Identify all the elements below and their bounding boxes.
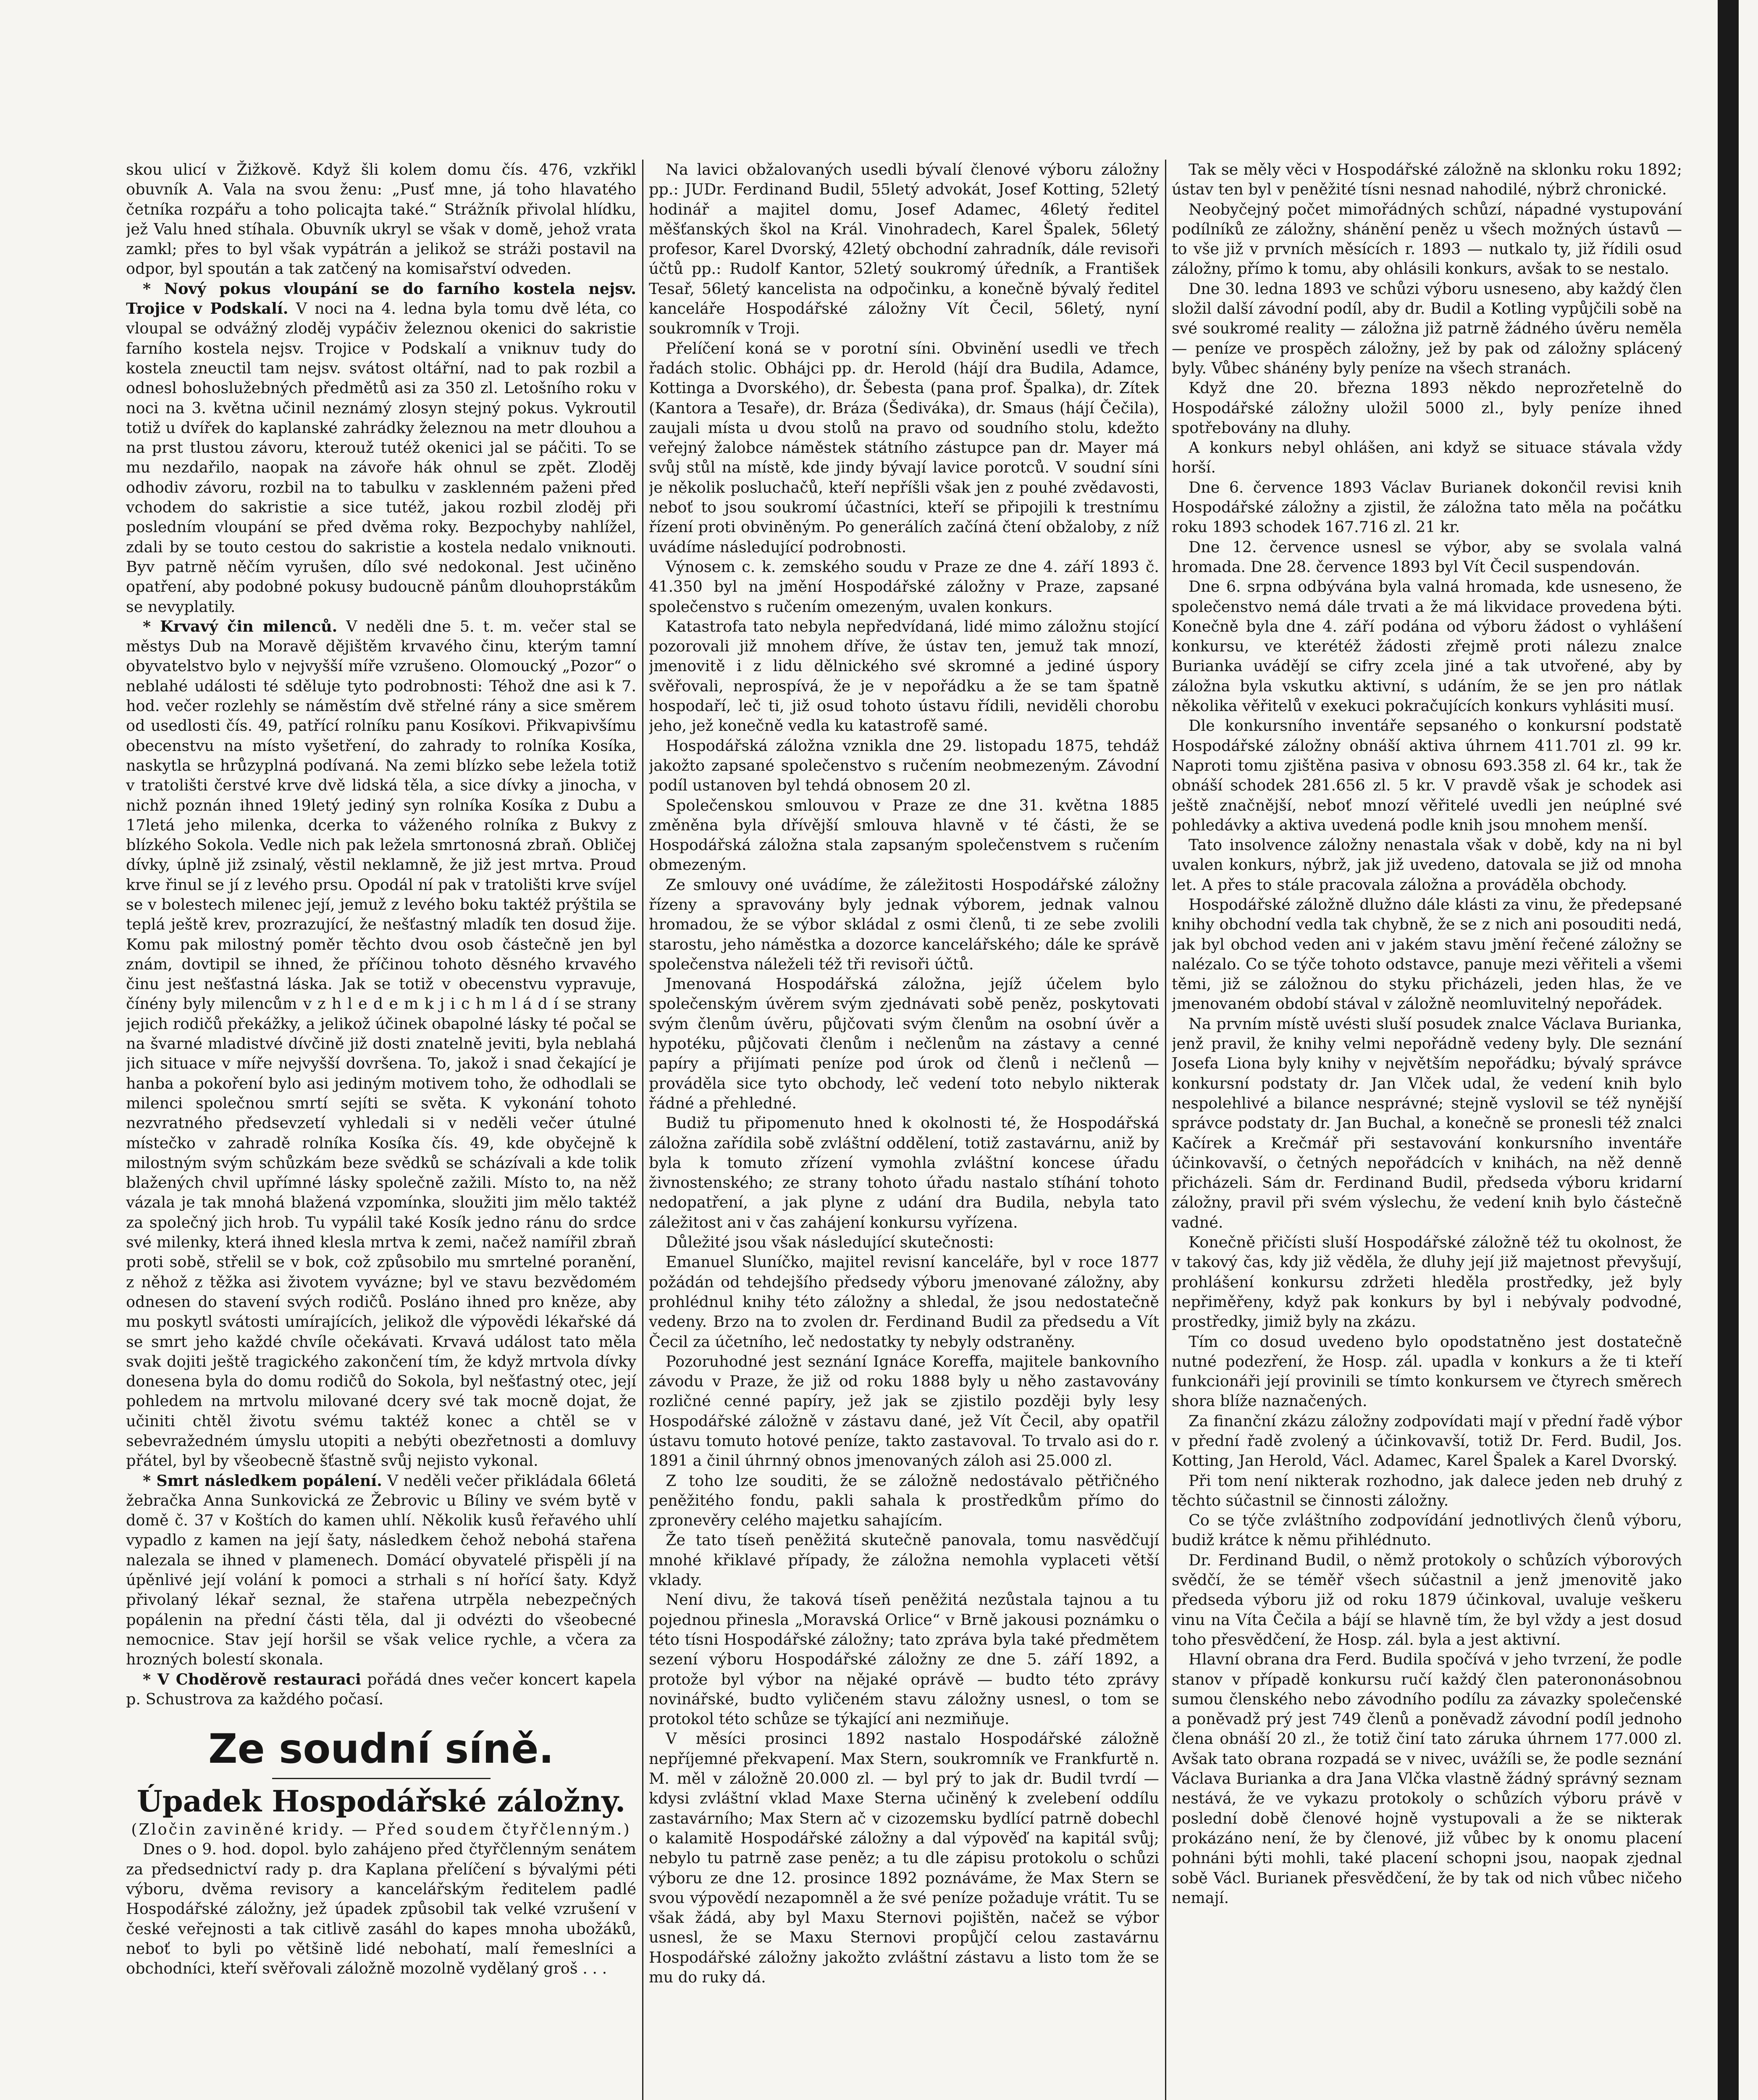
paragraph: Tím co dosud uvedeno bylo opodstatněno jest dostatečně nutné podezření, že Hosp. zál. upadla v konkurs a že ti kteří funkcionáři její provinili se tímto konkursem ve čtyrech směrech shora blíže naznačených.: [1172, 1332, 1682, 1410]
paragraph: Co se týče zvláštního zodpovídání jednotlivých členů výboru, budiž krátce k němu přihlédnuto.: [1172, 1511, 1682, 1549]
section-title: Ze soudní síně.: [208, 1725, 554, 1773]
paragraph: Když dne 20. března 1893 někdo neprozřetelně do Hospodářské záložny uložil 5000 zl., byly peníze ihned spotřebovány na dluhy.: [1172, 379, 1682, 437]
news-body: V noci na 4. ledna byla tomu dvě léta, co vloupal se odvážný zloděj vypáčiv železnou okenici do sakristie farního kostela nejsv. Trojice v Podskalí a vniknuv tudy do kostela zneuctil tam nejsv. svátost oltářní, nad to pak rozbil a odnesl bohoslužebných předmětů asi za 350 zl. Letošního roku v noci na 3. května učinil neznámý zlosyn stejný pokus. Vykroutil totiž u dvířek do kaplanské zahrádky železnou na metr dlouhou a na prst tlustou závoru, kterouž tutéž okenici jal se páčiti. To se mu nezdařilo, naopak na závoře hák ohnul se zpět. Zloděj odhodiv závoru, rozbil na to tabulku v zasklenném paženi před vchodem do sakristie a sice tutéž, jakou rozbil zloděj při posledním vloupání se před dvěma roky. Bezpochyby nahlížel, zdali by se touto cestou do sakristie a kostela nedalo vniknouti. Byv patrně něčím vyrušen, dílo své nedokonal. Jest učiněno opatření, aby podobné pokusy budoucně pánům dlouhoprstákům se nevyplatily.: [126, 299, 636, 616]
article-subtitle: (Zločin zaviněné kridy. — Před soudem čtyřčlenným.): [131, 1820, 631, 1839]
paragraph: V měsíci prosinci 1892 nastalo Hospodářské záložně nepříjemné překvapení. Max Stern, soukromník ve Frankfurtě n. M. měl v záložně 20.000 zl. — byl prý to jak dr. Budil tvrdí — kdysi zvláštní vklad Maxe Sterna učiněný k zvelebení oddílu zastavárního; Max Stern ač v cizozemsku bydlící patrně dobechl o kalamitě Hospodářské záložny a dal výpověď na kapitál svůj; nebylo tu patrně zase peněz; a tu dle zápisu protokolu o schůzi výboru ze dne 12. prosince 1892 poznáváme, že Max Stern se svou výpovědí nezapomněl a že své peníze požaduje vrátit. Tu se však žádá, aby byl Maxu Sternovi pojištěn, načež se výbor usnesl, že se Maxu Sternovi propůjčí celou zastavárnu Hospodářské záložny jakožto zvláštní zástavu a listo tom že se mu do ruky dá.: [649, 1730, 1159, 1987]
paragraph: Dnes o 9. hod. dopol. bylo zahájeno před čtyřčlenným senátem za předsednictví rady p. dra Kaplana přelíčení s bývalými péti výboru, dvěma revisory a kancelářským ředitelem padlé Hospodářské záložny, jež úpadek způsobil tak velké vzrušení v české veřejnosti a tak citlivě zasáhl do kapes mnoha ubožáků, neboť to byli po většině lidé nebohatí, malí řemeslníci a obchodníci, kteří svěřovali záložně mozolně vydělaný groš . . .: [126, 1840, 636, 1978]
paragraph: Na lavici obžalovaných usedli bývalí členové výboru záložny pp.: JUDr. Ferdinand Budil, 55letý advokát, Josef Kotting, 52letý hodinář a majitel domu, Josef Adamec, 46letý ředitel měšťanských škol na Král. Vinohradech, Karel Špalek, 56letý profesor, Karel Dvorský, 42letý obchodní zahradník, dále revisoři účtů pp.: Rudolf Kantor, 52letý soukromý úředník, a František Tesař, 56letý kancelista na odpočinku, a konečně bývalý ředitel kanceláře Hospodářské záložny Vít Čecil, 56letý, nyní soukromník v Troji.: [649, 160, 1159, 338]
article-columns: [126, 160, 1680, 2100]
paragraph: Za finanční zkázu záložny zodpovídati mají v přední řadě výbor v přední řadě zvolený a účinkovavší, totiž Dr. Ferd. Budil, Jos. Kotting, Jan Herold, Václ. Adamec, Karel Špalek a Karel Dvorský.: [1172, 1412, 1682, 1470]
paragraph: Hospodářská záložna vznikla dne 29. listopadu 1875, tehdáž jakožto zapsané společenstvo s ručením neobmezeným. Závodní podíl ustanoven byl tehdá obnosem 20 zl.: [649, 736, 1159, 795]
paragraph: Pozoruhodné jest seznání Ignáce Koreffa, majitele bankovního závodu v Praze, že již od roku 1888 byly u něho zastavovány rozličné cenné papíry, jež jak se zjistilo později byly lesy Hospodářské záložně v zástavu dané, jež Vít Čecil, aby opatřil ústavu tomuto hotové peníze, takto zastavoval. To trvalo asi do r. 1891 a činil úhrnný obnos jmenovaných záloh asi 25.000 zl.: [649, 1352, 1159, 1470]
paragraph: Hospodářské záložně dlužno dále klásti za vinu, že předepsané knihy obchodní vedla tak chybně, že se z nich ani posouditi nedá, jak byl obchod veden ani v jakém stavu jmění řečené záložny se nalézalo. Co se týče tohoto odstavce, panuje mezi věřiteli a všemi těmi, již se záložnou do styku přicházeli, jeden hlas, že ve jmenovaném období stával v záložně neomluvitelný nepořádek.: [1172, 895, 1682, 1013]
news-body: pořádá dnes večer koncert kapela p. Schustrova za každého počasí.: [126, 1670, 636, 1708]
column-2: [649, 160, 1159, 2100]
paragraph: [126, 279, 636, 617]
news-headline: * Nový pokus vloupání se do farního kostela nejsv. Trojice v Podskalí.: [126, 279, 636, 318]
paragraph: Výnosem c. k. zemského soudu v Praze ze dne 4. září 1893 č. 41.350 byl na jmění Hospodářské záložny v Praze, zapsané společenstvo s ručením omezeným, uvalen konkurs.: [649, 557, 1159, 616]
news-headline: * Krvavý čin milenců.: [143, 617, 338, 635]
paragraph: Konečně přičísti sluší Hospodářské záložně též tu okolnost, že v takový čas, kdy již věděla, že dluhy její již majetnost převyšují, prohlášení konkursu zdržeti hleděla prostředky, jež byly nepřiměřeny, když pak konkurs by byl i nebývaly podvodné, prostředky, jimiž byly na zkázu.: [1172, 1233, 1682, 1331]
paragraph: Na prvním místě uvésti sluší posudek znalce Václava Burianka, jenž pravil, že knihy velmi nepořádně vedeny byly. Dle seznání Josefa Liona byly knihy v největším nepořádku; bývalý správce konkursní podstaty dr. Jan Vlček udal, že vedení knih bylo nespolehlivé a bilance nesprávné; stejně vyslovil se též nynější správce podstaty dr. Jan Buchal, a konečně se pronesli též znalci Kačírek a Krečmář při sestavování konkursního inventáře účinkovavší, o četných nepořádcích v knihách, na něž denně přicházeli. Sám dr. Ferdinand Budil, předseda výboru kridarní záložny, pravil při svém výslechu, že vedení knih bylo částečně vadné.: [1172, 1014, 1682, 1231]
column-1: [126, 160, 636, 2100]
paragraph: Při tom není nikterak rozhodno, jak dalece jeden neb druhý z těchto súčastnil se činnosti záložny.: [1172, 1471, 1682, 1509]
paragraph: Katastrofa tato nebyla nepředvídaná, lidé mimo záložnu stojící pozorovali již mnohem dříve, že ústav ten, jemuž tak mnozí, jmenovitě i z lidu dělnického své skromné a jediné úspory svěřovali, neprospívá, že je v nepořádku a že se tam špatně hospodaří, leč ti, již osud tohoto ústavu řídili, neviděli chorobu jeho, jež konečně vedla ku katastrofě samé.: [649, 617, 1159, 735]
paragraph: Dle konkursního inventáře sepsaného o konkursní podstatě Hospodářské záložny obnáší aktiva úhrnem 411.701 zl. 99 kr. Naproti tomu zjištěna pasiva v obnosu 693.358 zl. 64 kr., tak že obnáší schodek 281.656 zl. 5 kr. V pravdě však je schodek asi ještě značnější, neboť mnozí věřitelé uvedli jen neúplné své pohledávky a aktiva uvedená podle knih jsou mnohem menší.: [1172, 717, 1682, 834]
paragraph: Ze smlouvy oné uvádíme, že záležitosti Hospodářské záložny řízeny a spravovány byly jednak výborem, jednak valnou hromadou, že se výbor skládal z osmi členů, ti ze sebe zvolili starostu, jeho náměstka a dozorce kancelářského; dále ke správě společenstva náleželi též tři revisoři účtů.: [649, 875, 1159, 973]
paragraph: Neobyčejný počet mimořádných schůzí, nápadné vystupování podílníků ze záložny, shánění peněz u všech možných ústavů — to vše již v prvních měsících r. 1893 — nutkalo ty, již řídili osud záložny, přímo k tomu, aby ohlásili konkurs, avšak to se nestalo.: [1172, 200, 1682, 278]
paragraph: Jmenovaná Hospodářská záložna, jejíž účelem bylo společenským úvěrem svým zjednávati sobě peněz, poskytovati svým členům úvěru, půjčovati svým členům na osobní úvěr a hypotéku, půjčovati členům i nečlenům na zástavy a cenné papíry a přijímati peníze pod úrok od členů i nečlenů — prováděla sice tyto obchody, leč vedení toto nebylo nikterak řádné a přehledné.: [649, 975, 1159, 1112]
paragraph: [126, 1471, 636, 1670]
news-headline: * V Choděrově restauraci: [143, 1670, 361, 1688]
column-divider-1: [642, 160, 643, 2100]
scan-edge-right: [1718, 0, 1739, 2100]
paragraph: Tak se měly věci v Hospodářské záložně na sklonku roku 1892; ústav ten byl v peněžité tísni nesnad nahodilé, nýbrž chronické.: [1172, 160, 1682, 199]
news-body: V neděli dne 5. t. m. večer stal se městys Dub na Moravě dějištěm krvavého činu, kterým tamní obyvatelstvo bylo v nejvyšší míře vzrušeno. Olomoucký „Pozor“ o neblahé události té sděluje tyto podrobnosti: Téhož dne asi k 7. hod. večer rozlehly se náměstím dvě střelné rány a sice směrem od usedlosti čís. 49, patřící rolníku panu Kosíkovi. Přikvapivšímu obecenstvu na místo vyšetření, do zahrady to rolníka Kosíka, naskytla se hrůzyplná podívaná. Na zemi blízko sebe ležela totiž v tratolišti čerstvé krve dvě lidská těla, a sice dívky a jinocha, v nichž poznán ihned 19letý jediný syn rolníka Kosíka z Dubu a 17letá jeho milenka, dcerka to váženého rolníka z Bukvy z blízkého Sokola. Vedle nich pak ležela smrtonosná zbraň. Obličej dívky, úplně již zsinalý, věstil neklamně, že již jest mrtva. Proud krve řinul se jí z levého prsu. Opodál ní pak v tratolišti krve svíjel se v bolestech milenec její, jemuž z levého boku taktéž prýštila se teplá ještě krev, prozrazující, že nešťastný mladík ten dosud žije. Komu pak milostný poměr těchto dvou osob částečně jen byl znám, dovtipil se ihned, že příčinou tohoto děsného krvavého činu jest nešťastná láska. Jak se totiž v obecenstvu vypravuje, čínény byly milencům v z h l e d e m k j i c h m l á d í se strany jejich rodičů překážky, a jelikož účinek obapolné lásky té počal se na švarné mladistvé dívčině již dosti znatelně jeviti, byla neblahá jich situace v míře nejvyšší dovršena. To, jakož i snad čekající je hanba a pokoření bylo asi jediným motivem toho, že odhodlali se milenci společnou smrtí sejíti se světa. K vykonání tohoto nezvratného předsevzetí vyhledali si v neděli večer útulné místečko v zahradě rolníka Kosíka čís. 49, kde obyčejně k milostným svým schůzkám beze svědků se scházívali a kde tolik blažených chvil upřímné lásky společně zažili. Místo to, na něž vázala je tak mnohá blažená vzpomínka, sloužiti jim mělo taktéž za společný jich hrob. Tu vypálil také Kosík jedno ránu do srdce své milenky, která ihned klesla mrtva k zemi, načež namířil zbraň proti sobě, střelil se v bok, což způsobilo mu smrtelné poranění, z něhož z těžka asi životem vyvázne; byl ve stavu bezvědomém odnesen do stavení svých rodičů. Posláno ihned pro kněze, aby mu poskytl svátosti umírajících, jelikož dle výpovědi lékařské dá se smrt jeho každé chvíle očekávati. Krvavá událost tato měla svak dojiti ještě tragického zakončení tím, že když mrtvola dívky donesena byla do domu rodičů do Sokola, byl nešťastný otec, její pohledem na mrtvolu milované dcery své tak mocně dojat, že učiniti chtěl životu svému taktéž konec a chtěl se v sebevražedném úmyslu utopiti a nebýti obezřetnosti a domluvy přátel, byl by všeobecně šťastně svůj nejisto vykonal.: [126, 617, 636, 1470]
paragraph: Budiž tu připomenuto hned k okolnosti té, že Hospodářská záložna zařídila sobě zvláštní oddělení, totiž zastavárnu, aniž by byla k tomuto zřízení vymohla zvláštní koncese úřadu živnostenského; ze strany tohoto úřadu nastalo stíhání tohoto nedopatření, a jak plyne z udání dra Budila, nebyla tato záležitost ani v čas zahájení konkursu vyřízena.: [649, 1114, 1159, 1231]
paragraph: Dne 12. července usnesl se výbor, aby se svolala valná hromada. Dne 28. července 1893 byl Vít Čecil suspendován.: [1172, 538, 1682, 576]
paragraph: Dr. Ferdinand Budil, o němž protokoly o schůzích výborových svědčí, že se téměř všech súčastnil a jenž jmenovitě jako předseda výboru již od roku 1879 účinkoval, uvaluje veškeru vinu na Víta Čečila a bájí se hlavně tím, že byl vždy a jest dosud toho přesvědčení, že Hosp. zál. byla a jest aktivní.: [1172, 1551, 1682, 1648]
paragraph: Důležité jsou však následující skutečnosti:: [666, 1233, 994, 1252]
paragraph: Dne 30. ledna 1893 ve schůzi výboru usneseno, aby každý člen složil další závodní podíl, aby dr. Budil a Kotling vypůjčili sobě na své soukromé reality — záložna již patrně žádného úvěru neměla — peníze ve prospěch záložny, jež by pak od záložny splácený byly. Vůbec shánény byly peníze na všech stranách.: [1172, 279, 1682, 377]
paragraph: Že tato tíseň peněžitá skutečně panovala, tomu nasvědčují mnohé křiklavé případy, že záložna nemohla vyplaceti větší vklady.: [649, 1531, 1159, 1589]
news-body: V neděli večer přikládala 66letá žebračka Anna Sunkovická ze Žebrovic u Bíliny ve svém bytě v domě č. 37 v Koštích do kamen uhlí. Několik kusů řeřavého uhlí vypadlo z kamen na její šaty, následkem čehož nebohá stařena nalezala se ihned v plamenech. Domácí obyvatelé přispěli jí na úpěnlivé její volání k pomoci a strhali s ní hořící šaty. Když přivolaný lékař seznal, že stařena utrpěla nebezpečných popálenin na přední části těla, dal ji odvézti do všeobecné nemocnice. Stav její horšil se však velice rychle, a včera za hrozných bolestí skonala.: [126, 1471, 636, 1669]
section-rule: [272, 1778, 491, 1779]
paragraph: A konkurs nebyl ohlášen, ani když se situace stávala vždy horší.: [1172, 438, 1682, 477]
paragraph: [126, 617, 636, 1471]
column-3: [1172, 160, 1682, 2100]
paragraph: Dne 6. července 1893 Václav Burianek dokončil revisi knih Hospodářské záložny a zjistil, že záložna tato měla na počátku roku 1893 schodek 167.716 zl. 21 kr.: [1172, 478, 1682, 536]
paragraph: skou ulicí v Žižkově. Když šli kolem domu čís. 476, vzkřikl obuvník A. Vala na svou ženu: „Pusť mne, já toho hlavatého četníka rozpářu a toho policajta také.“ Strážník přivolal hlídku, jež Valu hned stíhala. Obuvník ukryl se však v domě, jehož vrata zamkl; přes to byl však vypátrán a jelikož se stráži postavil na odpor, byl spoután a tak zatčený na komisařství odveden.: [126, 160, 636, 278]
paragraph: Hlavní obrana dra Ferd. Budila spočívá v jeho tvrzení, že podle stanov v případě konkursu ručí každý člen paterononásobnou sumou členského nebo závodního podílu za závazky společenské a poněvadž prý jest 749 členů a poněvadž závodní podíl jednoho člena obnáší 20 zl., že totiž činí tato záruka úhrnem 177.000 zl. Avšak tato obrana rozpadá se v nivec, uvážíli se, že podle seznání Václava Burianka a dra Jana Vlčka vlastně žádný správný seznam nestává, že ve vykazu protokoly o schůzích výboru právě v poslední době členové hojně vystupovali a že se nikterak prokázáno není, že by členové, již vůbec by k onomu placení pohnáni býti mohli, také placení schopni jsou, naopak zjednal sobě Václ. Burianek přesvědčení, že by tak od nich vůbec ničeho nemají.: [1172, 1650, 1682, 1907]
paragraph: Společenskou smlouvou v Praze ze dne 31. května 1885 změněna byla dřívější smlouva hlavně v té části, že se Hospodářská záložna stala zapsaným společenstvem s ručením obmezeným.: [649, 796, 1159, 874]
paragraph: Emanuel Sluníčko, majitel revisní kanceláře, byl v roce 1877 požádán od tehdejšího předsedy výboru jmenované záložny, aby prohlédnul knihy této záložny a shledal, že jsou nedostatečně vedeny. Brzo na to zvolen dr. Ferdinand Budil za předsedu a Vít Čecil za účetního, leč nedostatky ty nebyly odstraněny.: [649, 1253, 1159, 1351]
paragraph: Tato insolvence záložny nenastala však v době, kdy na ni byl uvalen konkurs, nýbrž, jak již uvedeno, datovala se již od mnoha let. A přes to stále pracovala záložna a prováděla obchody.: [1172, 836, 1682, 894]
news-headline: * Smrt následkem popálení.: [143, 1471, 382, 1490]
paragraph: Přelíčení koná se v porotní síni. Obvinění usedli ve třech řadách stolic. Obhájci pp. dr. Herold (hájí dra Budila, Adamce, Kottinga a Dvorského), dr. Šebesta (pana prof. Špalka), dr. Zítek (Kantora a Tesaře), dr. Bráza (Šediváka), dr. Smaus (hájí Čečila), zaujali místa u dvou stolů na pravo od soudního stolu, kdežto veřejný žalobce náměstek státního zástupce pan dr. Mayer má svůj stůl na místě, kde jindy bývají lavice porotců. V soudní síni je několik posluchačů, kteří nepříšli však jen z pouhé zvědavosti, neboť to jsou soukromí účastníci, kteří se připojili k trestnímu řízení proti obviněným. Po generálích začíná čtení obžaloby, z níž uvádíme následující podrobnosti.: [649, 339, 1159, 556]
article-title: Úpadek Hospodářské záložny.: [136, 1784, 626, 1819]
paragraph: Není divu, že taková tíseň peněžitá nezůstala tajnou a tu pojednou přinesla „Moravská Orlice“ v Brně jakousi poznámku o této tísni Hospodářské záložny; tato zpráva byla také předmětem sezení výboru Hospodářské záložny ze dne 5. září 1892, a protože byl výbor na nějaké oprávě — budto této zprávy novinářské, budto vyličeném stavu záložny usnesl, o tom se protokol této schůze se týkající ani nezmiňuje.: [649, 1591, 1159, 1728]
paragraph: Z toho lze souditi, že se záložně nedostávalo pětřičného peněžitého fondu, pakli sahala k prostředkům přímo do zpronevěry celého majetku sahajícím.: [649, 1471, 1159, 1530]
column-divider-2: [1165, 160, 1166, 2100]
paragraph: Dne 6. srpna odbývána byla valná hromada, kde usneseno, že společenstvo nemá dále trvati a že má likvidace provedena býti. Konečně byla dne 4. září podána od výboru žádost o vyhlášení konkursu, ve kterétéž žádosti zřejmě proti nálezu znalce Burianka uvádějí se cifry zcela jiné a tak utvořené, aby by záložna byla vskutku aktivní, s udáním, že se jen pro nátlak několika věřitelů v exekuci pokračujících konkurs vyhlásiti musí.: [1172, 578, 1682, 715]
paragraph: [126, 1670, 636, 1709]
